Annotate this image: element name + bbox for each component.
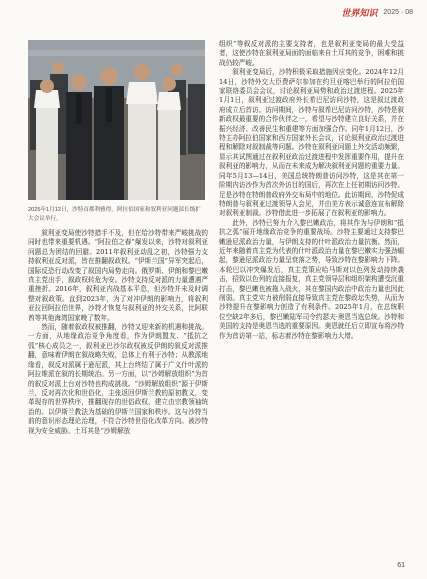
issue-number: 2025 · 08: [383, 9, 413, 16]
page-number: 61: [397, 562, 405, 569]
paragraph: 叙利亚变局后，沙特积极采取措施因应变化。2024年12月14日，沙特外交大臣费萨尔参加在约旦亚喀巴举行的阿拉伯国家联络委员会会议，讨论叙利亚局势和政治过渡进程。2025年1月1日，叙利亚过渡政府外长希巴尼访问沙特，这是叙过渡政府成立后首访。访问期间，沙特与叙希巴尼访问沙特，沙特是叙新政权最重要的合作伙伴之一，希望与沙特建立良好关系，并在振兴经济、改善民生和重建等方面加强合作。同年1月12日，沙特主办阿拉伯国家和西方国家外长会议，讨论叙利亚政治过渡进程和解除对叙制裁等问题。沙特在叙利亚问题上外交活动频繁，显示其试图通过在叙利亚政治过渡进程中发挥重要作用，提升在叙利亚的影响力，从而在未来成为解决叙利亚问题的重要力量。同年5月13—14日，美国总统特朗普访问沙特，这是其在第一阶期内访沙作为首次外访目的国后，再次在上任初期访问沙特。足是沙特在特朗普政府外交布局中的地位。此访期间，沙特促成特朗普与叙利亚过渡领导人会见，并由美方表示诚意连宣布解除对叙利亚制裁。沙特借此进一步拓展了在叙利亚的影响力。: [219, 68, 404, 218]
page-header: [341, 6, 413, 19]
photo-caption: 2025年1月12日，沙特首都利雅得，阿拉伯国家和叙利亚问题部长级扩大会议举行。: [28, 207, 201, 222]
paragraph: 组织”等叙反对派的主要支持者，也是叙利亚变局的最大受益者，这使沙特在叙利亚局面的面临来自土耳其的竞争，困难和挑战仍较严峻。: [219, 40, 404, 67]
magazine-logo: 世界知识: [341, 8, 378, 18]
news-photo: [28, 40, 205, 200]
right-text-column: [219, 40, 404, 341]
paragraph: 叙利亚变局使沙特措手不及，但在给沙特带来严峻挑战的同时也带来重要机遇。“阿拉伯之春”爆发以来，沙特对叙利亚问题总为团结的回避。2011年叙利亚动乱之初，沙特强力支持叙利亚反对派，皆在推翻叙政权。“伊斯兰国”异军突起后，国际反恐行动改变了叙国内局势走向。俄罗斯、伊朗和黎巴嫩真主党出手，叙政权转危为安。沙特支持反对派的力量遭遇严重挫折。2016年，叙利亚内战基本平息，但沙特并未及时调整对叙政策。直到2023年，为了对冲伊朗的影响力，将叙利亚拉回阿拉伯世界，沙特才恢复与叙利亚的外交关系，比阿联酋等其他海湾国家晚了数年。: [28, 229, 208, 322]
paragraph: 然而，随着叙政权被推翻，沙特又迎来新的机遇和挑战。一方面，从地缘政治竞争角度看，作为伊朗盟友、“抵抗之弧”核心成员之一，叙利亚巴沙尔政权被反伊朗的叙反对派推翻，意味着伊朗在叙战略失败，总体上有利于沙特；从教派地缘看，叙反对派属于逊尼派，其上台终结了属于广义什叶派的阿拉维派在叙的长期统治。另一方面，以“沙姆解放组织”为首的叙反对派上台对沙特也构成挑战。“沙姆解放组织”源于伊斯兰，反对再次化和世俗化，主张返回伊斯兰教的原初教义，变革现存的世界秩序，推翻现存的世俗政权，建立由宗教领袖统治的、以伊斯兰教法为基础的伊斯兰国家和秩序。这与沙特当前的意识形态理论治理，不符合沙特世俗化改革方向。被沙特视为安全威胁。土耳其是“沙姆解放: [28, 323, 208, 435]
meeting-photo-illustration: [28, 40, 205, 200]
left-text-column: [28, 229, 208, 436]
paragraph: 此外，沙特已努力介入黎巴嫩政治，将其作为与伊朗和“抵抗之弧”展开地缘政治竞争的重要战场。沙特主要通过支持黎巴嫩逊尼派政治力量，与伊朗支持的什叶派政治力量抗衡。然而，近年来随着真主党为代表的什叶派政治力量在黎巴嫩实力强劲崛起，黎逊尼派政治力量呈衰落之势，导致沙特在黎影响力下降。本轮巴以冲突爆发后，真主党策应哈马斯对以色列发动持续袭击，招致以色列的直接报复，真主党领导层和组织架构遭受沉重打击，黎巴嫩也被拖入战火，其在黎国内政治中政治力量也因此削弱。真主党实力被削弱直接导致真主党在黎政坛失势，从而为沙特提升在黎影响力创造了有利条件。2025年1月，在总统职位空缺2年多后，黎巴嫩陆军司令约瑟夫·奥恩当选总统。沙特和美国的支持是奥恩当选的重要原因。奥恩就任后立即宣布将沙特作为首访第一站，标志着沙特在黎影响力大增。: [219, 218, 404, 340]
